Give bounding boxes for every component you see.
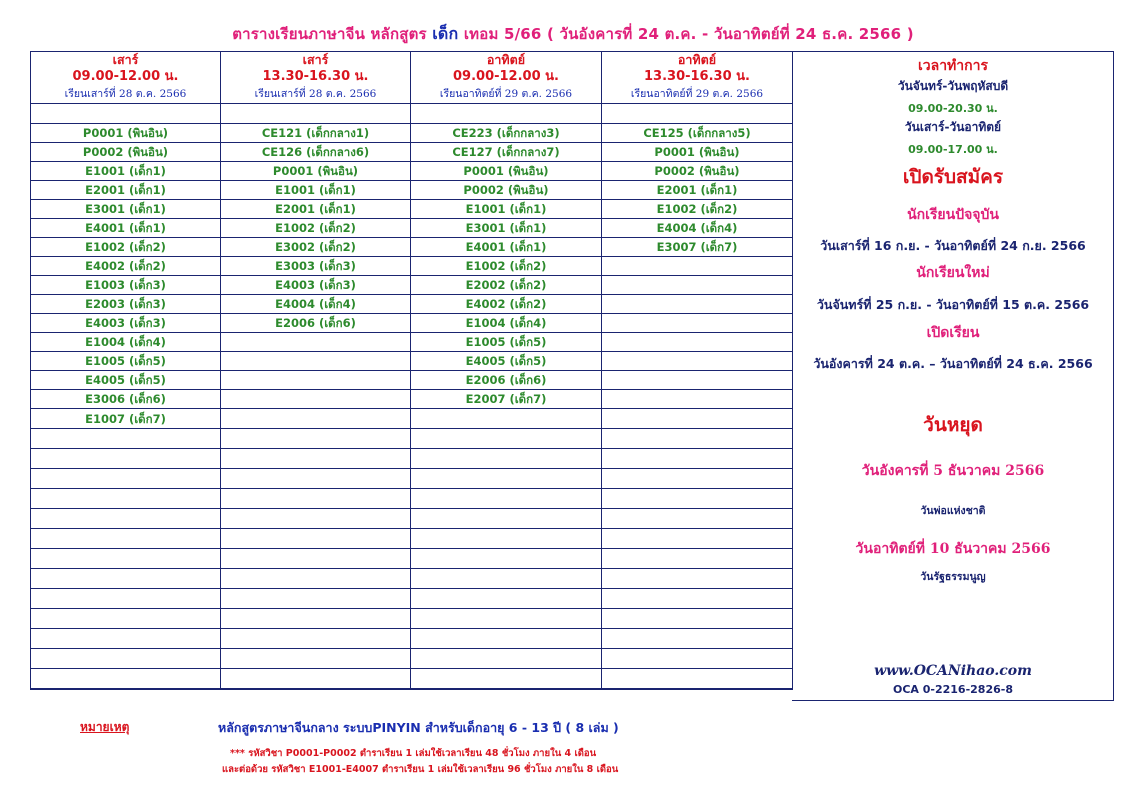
table-row	[31, 390, 793, 409]
course-cell: CE125 (เด็กกลาง5)	[602, 124, 793, 143]
table-row	[31, 314, 793, 333]
table-row	[31, 449, 793, 469]
course-cell: E3003 (เด็ก3)	[221, 257, 411, 276]
course-cell: E2006 (เด็ก6)	[221, 314, 411, 333]
course-cell	[31, 649, 221, 669]
course-cell	[221, 352, 411, 371]
table-row	[31, 333, 793, 352]
page-title	[0, 22, 1146, 47]
course-cell	[31, 549, 221, 569]
course-cell	[602, 569, 793, 589]
course-cell	[411, 509, 602, 529]
course-cell	[221, 669, 411, 690]
course-cell	[221, 589, 411, 609]
course-cell: E1004 (เด็ก4)	[31, 333, 221, 352]
course-cell	[602, 489, 793, 509]
notes-line2: และต่อด้วย รหัสวิชา E1001-E4007 ตำราเรียน 1 เล่มใช้เวลาเรียน 96 ชั่วโมง ภายใน 8 เดือน	[222, 764, 619, 775]
course-cell: E4001 (เด็ก1)	[411, 238, 602, 257]
column-date: เรียนเสาร์ที่ 28 ต.ค. 2566	[221, 85, 411, 104]
course-cell	[602, 549, 793, 569]
course-cell	[602, 609, 793, 629]
column-day: อาทิตย์	[411, 52, 602, 69]
course-cell	[411, 669, 602, 690]
course-cell	[31, 629, 221, 649]
course-cell	[221, 609, 411, 629]
column-time: 09.00-12.00 น.	[411, 68, 602, 85]
course-cell	[602, 333, 793, 352]
notes-main: หลักสูตรภาษาจีนกลาง ระบบPINYIN สำหรับเด็กอายุ 6 - 13 ปี ( 8 เล่ม )	[218, 720, 619, 735]
course-cell: P0002 (พินอิน)	[31, 143, 221, 162]
column-date: เรียนอาทิตย์ที่ 29 ต.ค. 2566	[411, 85, 602, 104]
course-cell: CE121 (เด็กกลาง1)	[221, 124, 411, 143]
course-cell: P0001 (พินอิน)	[31, 124, 221, 143]
website-link[interactable]: www.OCANihao.com	[874, 663, 1032, 679]
course-cell	[31, 569, 221, 589]
course-cell	[221, 649, 411, 669]
table-row	[31, 489, 793, 509]
class-start-label: เปิดเรียน	[926, 325, 980, 341]
weekend-hours: 09.00-17.00 น.	[908, 143, 998, 156]
course-cell	[602, 390, 793, 409]
schedule-body	[31, 104, 793, 690]
new-students-label: นักเรียนใหม่	[916, 265, 990, 281]
course-cell	[411, 649, 602, 669]
table-row	[31, 200, 793, 219]
course-cell: CE127 (เด็กกลาง7)	[411, 143, 602, 162]
course-cell	[221, 529, 411, 549]
holiday2-date: วันอาทิตย์ที่ 10 ธันวาคม 2566	[855, 541, 1051, 557]
course-cell	[31, 609, 221, 629]
course-cell: E1001 (เด็ก1)	[31, 162, 221, 181]
column-time: 13.30-16.30 น.	[221, 68, 411, 85]
course-cell: P0002 (พินอิน)	[411, 181, 602, 200]
course-cell: E1001 (เด็ก1)	[411, 200, 602, 219]
course-cell: E4002 (เด็ก2)	[31, 257, 221, 276]
table-row	[31, 549, 793, 569]
course-cell	[602, 529, 793, 549]
course-cell	[602, 469, 793, 489]
open-registration-title: เปิดรับสมัคร	[902, 166, 1004, 188]
weekday-hours: 09.00-20.30 น.	[908, 102, 998, 115]
course-cell	[31, 529, 221, 549]
course-cell: E1007 (เด็ก7)	[31, 409, 221, 429]
holiday1-name: วันพ่อแห่งชาติ	[920, 505, 986, 517]
holiday2-name: วันรัฐธรรมนูญ	[920, 571, 986, 583]
course-cell	[221, 429, 411, 449]
column-date: เรียนเสาร์ที่ 28 ต.ค. 2566	[31, 85, 221, 104]
course-cell: E4005 (เด็ก5)	[411, 352, 602, 371]
table-row	[31, 104, 793, 124]
new-students-dates: วันจันทร์ที่ 25 ก.ย. - วันอาทิตย์ที่ 15 ต.ค. 2566	[816, 297, 1090, 312]
course-cell	[411, 104, 602, 124]
schedule-table	[30, 51, 793, 690]
course-cell: E4001 (เด็ก1)	[31, 219, 221, 238]
course-cell	[31, 589, 221, 609]
current-students-dates: วันเสาร์ที่ 16 ก.ย. - วันอาทิตย์ที่ 24 ก.ย. 2566	[820, 238, 1086, 253]
course-cell	[221, 469, 411, 489]
course-cell	[221, 629, 411, 649]
column-day: เสาร์	[31, 52, 221, 69]
course-cell: E4004 (เด็ก4)	[602, 219, 793, 238]
title-part1: ตารางเรียนภาษาจีน หลักสูตร	[232, 25, 427, 43]
course-cell: E1002 (เด็ก2)	[411, 257, 602, 276]
table-row	[31, 409, 793, 429]
title-highlight: เด็ก	[432, 24, 459, 43]
course-cell	[602, 314, 793, 333]
course-cell	[602, 649, 793, 669]
office-hours-title: เวลาทำการ	[917, 58, 989, 74]
course-cell: P0001 (พินอิน)	[602, 143, 793, 162]
course-cell: P0001 (พินอิน)	[411, 162, 602, 181]
course-cell: E2001 (เด็ก1)	[221, 200, 411, 219]
course-cell	[221, 569, 411, 589]
table-row	[31, 509, 793, 529]
course-cell: E4003 (เด็ก3)	[221, 276, 411, 295]
course-cell	[411, 589, 602, 609]
table-row	[31, 371, 793, 390]
course-cell: E1005 (เด็ก5)	[411, 333, 602, 352]
table-row	[31, 276, 793, 295]
table-row	[31, 162, 793, 181]
course-cell: E1001 (เด็ก1)	[221, 181, 411, 200]
course-cell	[31, 449, 221, 469]
course-cell	[411, 629, 602, 649]
notes-line1: *** รหัสวิชา P0001-P0002 ตำราเรียน 1 เล่มใช้เวลาเรียน 48 ชั่วโมง ภายใน 4 เดือน	[230, 748, 597, 759]
table-row	[31, 529, 793, 549]
course-cell	[602, 276, 793, 295]
column-date: เรียนอาทิตย์ที่ 29 ต.ค. 2566	[602, 85, 793, 104]
course-cell	[221, 104, 411, 124]
table-row	[31, 124, 793, 143]
course-cell	[602, 449, 793, 469]
column-day: อาทิตย์	[602, 52, 793, 69]
course-cell	[31, 429, 221, 449]
table-row	[31, 181, 793, 200]
course-cell	[602, 409, 793, 429]
table-row	[31, 143, 793, 162]
course-cell: P0002 (พินอิน)	[602, 162, 793, 181]
course-cell	[31, 669, 221, 690]
column-time: 09.00-12.00 น.	[31, 68, 221, 85]
course-cell: E1002 (เด็ก2)	[31, 238, 221, 257]
table-row	[31, 257, 793, 276]
course-cell	[221, 489, 411, 509]
table-row	[31, 629, 793, 649]
header-date-row	[31, 85, 793, 104]
course-cell: E1002 (เด็ก2)	[221, 219, 411, 238]
course-cell: E1004 (เด็ก4)	[411, 314, 602, 333]
course-cell: E3007 (เด็ก7)	[602, 238, 793, 257]
table-row	[31, 219, 793, 238]
course-cell	[602, 509, 793, 529]
course-cell: CE126 (เด็กกลาง6)	[221, 143, 411, 162]
course-cell	[411, 469, 602, 489]
table-row	[31, 238, 793, 257]
course-cell: E4003 (เด็ก3)	[31, 314, 221, 333]
info-panel	[792, 51, 1114, 701]
column-day: เสาร์	[221, 52, 411, 69]
course-cell	[411, 429, 602, 449]
course-cell	[602, 429, 793, 449]
course-cell	[221, 409, 411, 429]
course-cell	[602, 589, 793, 609]
course-cell: E1005 (เด็ก5)	[31, 352, 221, 371]
course-cell: E2007 (เด็ก7)	[411, 390, 602, 409]
notes-label: หมายเหตุ	[80, 720, 130, 734]
course-cell: E1002 (เด็ก2)	[602, 200, 793, 219]
course-cell	[411, 609, 602, 629]
course-cell: E3001 (เด็ก1)	[411, 219, 602, 238]
course-cell	[602, 295, 793, 314]
course-cell	[221, 333, 411, 352]
column-time: 13.30-16.30 น.	[602, 68, 793, 85]
course-cell	[411, 549, 602, 569]
course-cell: E2006 (เด็ก6)	[411, 371, 602, 390]
table-row	[31, 469, 793, 489]
weekday-label: วันจันทร์-วันพฤหัสบดี	[897, 79, 1009, 93]
table-row	[31, 569, 793, 589]
current-students-label: นักเรียนปัจจุบัน	[907, 207, 999, 223]
course-cell: E2001 (เด็ก1)	[31, 181, 221, 200]
course-cell	[602, 352, 793, 371]
course-cell	[411, 449, 602, 469]
course-cell	[411, 529, 602, 549]
course-cell: E4004 (เด็ก4)	[221, 295, 411, 314]
course-cell	[31, 509, 221, 529]
course-cell	[221, 549, 411, 569]
holiday1-date: วันอังคารที่ 5 ธันวาคม 2566	[861, 463, 1045, 479]
course-cell	[411, 489, 602, 509]
course-cell	[31, 469, 221, 489]
class-dates: วันอังคารที่ 24 ต.ค. – วันอาทิตย์ที่ 24 ธ.ค. 2566	[813, 356, 1093, 371]
weekend-label: วันเสาร์-วันอาทิตย์	[904, 120, 1002, 134]
course-cell: E4002 (เด็ก2)	[411, 295, 602, 314]
course-cell: E3002 (เด็ก2)	[221, 238, 411, 257]
course-cell	[602, 629, 793, 649]
course-cell: E4005 (เด็ก5)	[31, 371, 221, 390]
course-cell	[31, 489, 221, 509]
table-row	[31, 669, 793, 690]
table-row	[31, 352, 793, 371]
table-row	[31, 295, 793, 314]
course-cell	[221, 371, 411, 390]
course-cell	[602, 104, 793, 124]
phone-number: OCA 0-2216-2826-8	[892, 683, 1013, 696]
header-time-row	[31, 68, 793, 85]
title-part2: เทอม 5/66 ( วันอังคารที่ 24 ต.ค. - วันอาทิตย์ที่ 24 ธ.ค. 2566 )	[463, 25, 914, 43]
course-cell: E3001 (เด็ก1)	[31, 200, 221, 219]
course-cell	[31, 104, 221, 124]
holidays-title: วันหยุด	[923, 414, 983, 436]
course-cell	[411, 569, 602, 589]
course-cell: CE223 (เด็กกลาง3)	[411, 124, 602, 143]
course-cell: E2002 (เด็ก2)	[411, 276, 602, 295]
table-row	[31, 649, 793, 669]
course-cell: E2003 (เด็ก3)	[31, 295, 221, 314]
course-cell	[221, 509, 411, 529]
course-cell: P0001 (พินอิน)	[221, 162, 411, 181]
course-cell: E2001 (เด็ก1)	[602, 181, 793, 200]
course-cell	[221, 390, 411, 409]
course-cell	[411, 409, 602, 429]
course-cell: E1003 (เด็ก3)	[31, 276, 221, 295]
course-cell: E3006 (เด็ก6)	[31, 390, 221, 409]
course-cell	[602, 669, 793, 690]
table-row	[31, 589, 793, 609]
table-row	[31, 609, 793, 629]
course-cell	[221, 449, 411, 469]
table-row	[31, 429, 793, 449]
header-day-row	[31, 52, 793, 69]
course-cell	[602, 371, 793, 390]
course-cell	[602, 257, 793, 276]
